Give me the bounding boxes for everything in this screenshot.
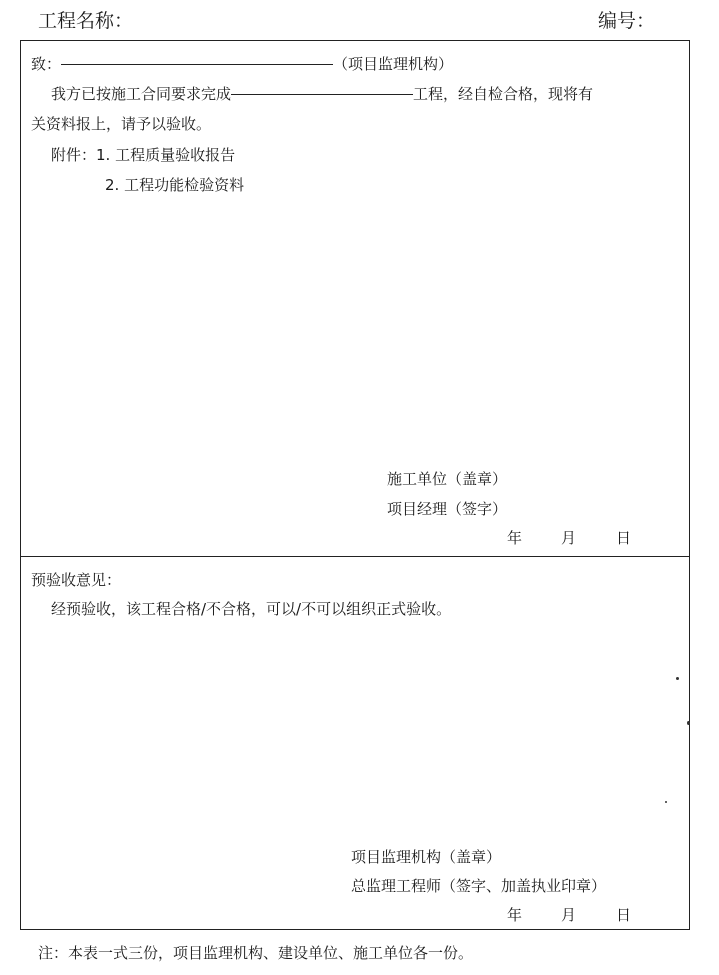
serial-number-label: 编号：: [598, 10, 656, 32]
attachment-line-1: [51, 144, 235, 165]
manager-signature-label: 项目经理（签字）: [387, 500, 508, 518]
attachments-label: 附件：: [51, 146, 97, 164]
chief-engineer-signature-label: 总监理工程师（签字、加盖执业印章）: [351, 877, 607, 895]
supervision-seal-label: 项目监理机构（盖章）: [351, 848, 502, 866]
attachment-item: 2. 工程功能检验资料: [105, 176, 245, 194]
addressee-blank[interactable]: [61, 64, 333, 65]
section-divider: [21, 556, 689, 557]
body-line-1: [51, 83, 593, 104]
addressee-line: [31, 53, 453, 74]
project-name-label: 工程名称：: [38, 10, 134, 32]
addressee-suffix: （项目监理机构）: [333, 55, 454, 73]
attachment-item: 1. 工程质量验收报告: [96, 146, 236, 164]
date-month-label: 月: [561, 529, 577, 547]
date-year-label: 年: [507, 529, 523, 547]
addressee-prefix: 致：: [31, 55, 62, 73]
date-day-label: 日: [616, 529, 632, 547]
scan-speck: [665, 801, 667, 803]
pre-acceptance-title: 预验收意见：: [31, 571, 122, 589]
project-name-blank[interactable]: [231, 94, 413, 95]
scan-speck: [676, 677, 679, 680]
body-suffix: 工程，经自检合格，现将有: [413, 85, 594, 103]
date-year-label: 年: [507, 906, 523, 924]
acceptance-form: [20, 40, 690, 930]
pre-acceptance-opinion: 经预验收，该工程合格/不合格，可以/不可以组织正式验收。: [51, 600, 452, 618]
scan-speck: [687, 721, 690, 725]
date-month-label: 月: [561, 906, 577, 924]
footnote: 注：本表一式三份，项目监理机构、建设单位、施工单位各一份。: [38, 944, 474, 962]
contractor-seal-label: 施工单位（盖章）: [387, 470, 508, 488]
body-line-2: 关资料报上，请予以验收。: [31, 115, 212, 133]
date-day-label: 日: [616, 906, 632, 924]
body-prefix: 我方已按施工合同要求完成: [51, 85, 232, 103]
